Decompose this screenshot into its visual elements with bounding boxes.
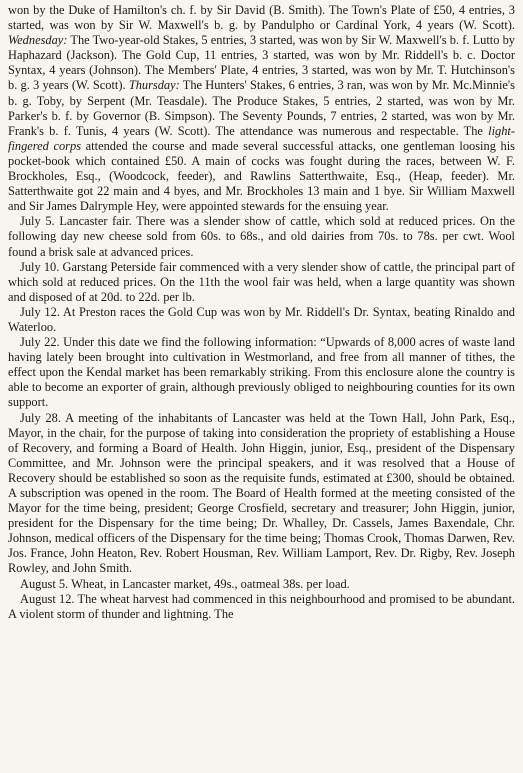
text-run: The Hunters' Stakes, 6 entries, 3 ran, was won by Mr. Mc.Minnie's b. g. Toby, by Serpent (Mr. Teasdale). The Produce Stakes, 5 entries, 2 started, was won by Mr. Parker's b. f. by Governor (B. Simpson). The Seventy Pounds, 7 entries, 2 started, was won by Mr. Frank's b. f. Tunis, 4 years (W. Scott). The attendance was numerous and respectable. The: [8, 78, 515, 138]
text-run: July 28. A meeting of the inhabitants of Lancaster was held at the Town Hall, John Park, Esq., Mayor, in the chair, for the purpose of taking into consideration the propriety of establishing a House of Recovery, and forming a Board of Health. John Higgin, junior, Esq., president of the Dispensary Committee, and Mr. Johnson were the principal speakers, and it was resolved that a House of Recovery should be established so soon as the requisite funds, estimated at £300, should be obtained. A subscription was opened in the room. The Board of Health formed at the meeting consisted of the Mayor for the time being, president; George Crosfield, secretary and treasurer; John Higgin, junior, president for the Dispensary for the time being; Dr. Whalley, Dr. Cassels, James Baxendale, Chr. Johnson, medical officers of the Dispensary for the time being; Thomas Crook, Thomas Darwen, Rev. Jos. France, John Heaton, Rev. Robert Housman, Rev. William Lamport, Rev. Dr. Rigby, Rev. Joseph Rowley, and John Smith.: [8, 410, 515, 576]
paragraph-july-10: [8, 260, 515, 305]
text-run: attended the course and made several successful attacks, one gentleman loosing his pocket-book which contained £50. A main of cocks was fought during the races, between W. F. Brockholes, Esq., (Woodcock, feeder), and Rawlins Satterthwaite, Esq., (Heap, feeder). Mr. Satterthwaite got 22 main and 4 byes, and Mr. Brockholes 13 main and 1 bye. Sir William Maxwell and Sir James Dalrymple Hey, were appointed stewards for the ensuing year.: [8, 138, 516, 214]
text-run: July 10. Garstang Peterside fair commenced with a very slender show of cattle, the principal part of which sold at reduced prices. On the 11th the wool fair was held, when a large quantity was shown and disposed of at 20d. to 22d. per lb.: [8, 259, 515, 304]
text-run: August 12. The wheat harvest had commenced in this neighbourhood and promised to be abundant. A violent storm of thunder and lightning. The: [8, 591, 515, 621]
paragraph-july-22: [8, 335, 515, 410]
text-run: won by the Duke of Hamilton's ch. f. by Sir David (B. Smith). The Town's Plate of £50, 4 entries, 3 started, was won by Sir W. Maxwell's b. g. by Pandulpho or Cardinal York, 4 years (W. Scott).: [8, 3, 515, 33]
italic-run: Wednesday:: [8, 33, 68, 48]
paragraph-august-12: [8, 592, 515, 622]
paragraph-july-5: [8, 214, 515, 259]
text-run: The Two-year-old Stakes, 5 entries, 3 started, was won by Sir W. Maxwell's b. f. Lutto by Haphazard (Jackson). The Gold Cup, 11 entries, 3 started, was won by Mr. Riddell's b. c. Doctor Syntax, 4 years (Johnson). The Members' Plate, 4 entries, 3 started, was won by Mr. T. Hutchinson's b. g. 3 years (W. Scott).: [8, 33, 515, 93]
paragraph-august-5: [8, 577, 515, 592]
paragraph-race-results: [8, 3, 515, 214]
paragraph-july-12: [8, 305, 515, 335]
text-run: July 12. At Preston races the Gold Cup was won by Mr. Riddell's Dr. Syntax, beating Rinaldo and Waterloo.: [8, 304, 515, 334]
text-run: August 5. Wheat, in Lancaster market, 49s., oatmeal 38s. per load.: [20, 576, 350, 591]
paragraph-july-28: [8, 411, 515, 577]
italic-run: Thursday:: [128, 78, 180, 93]
text-run: July 5. Lancaster fair. There was a slender show of cattle, which sold at reduced prices. On the following day new cheese sold from 60s. to 68s., and old dairies from 70s. to 78s. per cwt. Wool found a brisk sale at advanced prices.: [8, 214, 515, 259]
text-run: July 22. Under this date we find the following information: “Upwards of 8,000 acres of waste land having lately been brought into cultivation in Westmorland, and free from all manner of tithes, the effect upon the Kendal market has been remarkably striking. From this enclosure alone the country is able to become an exporter of grain, although previously obliged to neighbouring counties for its own support.: [8, 335, 515, 410]
italic-run: light-fingered corps: [8, 123, 515, 153]
